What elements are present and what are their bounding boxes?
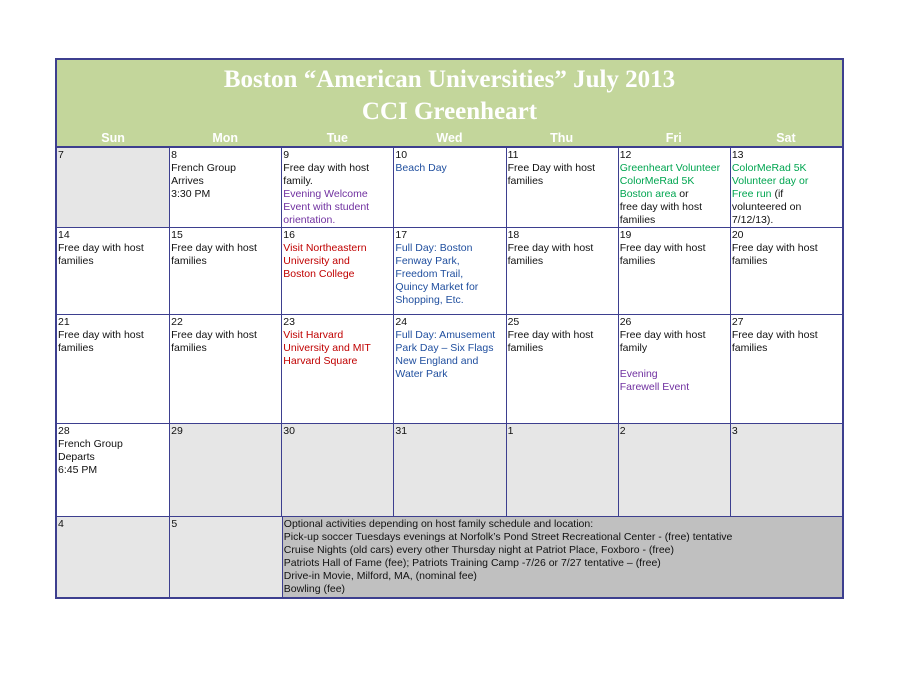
event-text: Evening Welcome bbox=[283, 188, 368, 200]
day-number: 2 bbox=[619, 425, 626, 437]
calendar-subtitle: CCI Greenheart bbox=[361, 98, 538, 125]
event-text: French Group bbox=[58, 438, 123, 450]
day-cell-24 bbox=[393, 315, 505, 423]
day-cell-27 bbox=[730, 315, 842, 423]
event-text: Event with student bbox=[283, 201, 370, 213]
optional-activities bbox=[282, 517, 842, 597]
week-row-2 bbox=[57, 227, 842, 314]
day-cell-aug-5 bbox=[169, 517, 281, 597]
day-number: 29 bbox=[171, 425, 183, 437]
day-number: 18 bbox=[507, 229, 520, 241]
day-cell-11 bbox=[506, 148, 618, 227]
event-text: Free day with host bbox=[507, 329, 594, 341]
day-number: 31 bbox=[395, 425, 408, 437]
day-number: 21 bbox=[58, 316, 70, 328]
day-number: 5 bbox=[171, 518, 178, 530]
event-text: Farewell Event bbox=[619, 381, 690, 393]
weekday-wed: Wed bbox=[436, 131, 463, 145]
event-text: Free day with host bbox=[731, 242, 818, 254]
event-text: families bbox=[171, 255, 207, 267]
day-cell-14 bbox=[57, 228, 169, 314]
event-text: Free run bbox=[731, 188, 772, 200]
event-text: families bbox=[507, 255, 544, 267]
week-row-1 bbox=[57, 147, 842, 227]
day-cell-18 bbox=[506, 228, 618, 314]
day-number: 1 bbox=[507, 425, 514, 437]
event-text: ColorMeRad 5K bbox=[619, 175, 695, 187]
event-text: families bbox=[619, 214, 656, 226]
calendar-title: Boston “American Universities” July 2013 bbox=[223, 66, 676, 93]
day-number: 19 bbox=[619, 229, 632, 241]
event-text: New England and bbox=[395, 355, 479, 367]
event-text: or bbox=[676, 188, 689, 200]
day-number: 17 bbox=[395, 229, 408, 241]
day-cell-9 bbox=[281, 148, 393, 227]
event-text: families bbox=[731, 342, 768, 354]
event-text: French Group bbox=[171, 162, 236, 174]
event-text: 3:30 PM bbox=[171, 188, 211, 200]
day-cell-25 bbox=[506, 315, 618, 423]
day-cell-23 bbox=[281, 315, 393, 423]
day-number: 23 bbox=[283, 316, 295, 328]
day-number: 13 bbox=[731, 149, 744, 161]
week-row-5 bbox=[57, 516, 842, 597]
day-cell-30 bbox=[281, 424, 393, 516]
event-text: Free Day with host bbox=[507, 162, 596, 174]
day-cell-19 bbox=[618, 228, 730, 314]
event-text: Park Day – Six Flags bbox=[395, 342, 494, 354]
optional-activity: Drive-in Movie, Milford, MA, (nominal fee) bbox=[283, 570, 477, 582]
week-row-4 bbox=[57, 423, 842, 516]
week-row-3 bbox=[57, 314, 842, 423]
event-text: Harvard Square bbox=[283, 355, 358, 367]
event-text: Evening bbox=[619, 368, 658, 380]
day-cell-7 bbox=[57, 148, 169, 227]
day-cell-13 bbox=[730, 148, 842, 227]
event-text: families bbox=[619, 255, 656, 267]
calendar-header bbox=[57, 60, 842, 147]
event-text: Free day with host bbox=[507, 242, 594, 254]
event-text: Free day with host bbox=[731, 329, 818, 341]
event-text: Departs bbox=[58, 451, 95, 463]
event-text: University and MIT bbox=[283, 342, 371, 354]
day-cell-26 bbox=[618, 315, 730, 423]
day-cell-21 bbox=[57, 315, 169, 423]
weekday-headers bbox=[57, 130, 842, 146]
day-cell-15 bbox=[169, 228, 281, 314]
day-cell-22 bbox=[169, 315, 281, 423]
day-number: 20 bbox=[731, 229, 744, 241]
day-cell-20 bbox=[730, 228, 842, 314]
weekday-sat: Sat bbox=[776, 131, 796, 145]
event-text: Visit Harvard bbox=[283, 329, 344, 341]
event-text: University and bbox=[283, 255, 350, 267]
day-number: 28 bbox=[58, 425, 70, 437]
event-text: Free day with host bbox=[171, 329, 257, 341]
event-text: Shopping, Etc. bbox=[395, 294, 464, 306]
day-cell-16 bbox=[281, 228, 393, 314]
day-cell-31 bbox=[393, 424, 505, 516]
event-text: Free day with host bbox=[58, 329, 144, 341]
event-text: Free day with host bbox=[619, 242, 706, 254]
day-number: 14 bbox=[58, 229, 70, 241]
event-text: ColorMeRad 5K bbox=[731, 162, 807, 174]
calendar bbox=[55, 58, 844, 599]
event-text: Water Park bbox=[395, 368, 448, 380]
event-text: Boston College bbox=[283, 268, 355, 280]
day-number: 3 bbox=[731, 425, 738, 437]
event-text: 6:45 PM bbox=[58, 464, 98, 476]
event-text: Free day with host bbox=[58, 242, 144, 254]
event-text: families bbox=[58, 255, 94, 267]
day-number: 30 bbox=[283, 425, 295, 437]
event-text: orientation. bbox=[283, 214, 336, 226]
event-text: Full Day: Amusement bbox=[395, 329, 496, 341]
event-text: families bbox=[731, 255, 768, 267]
day-cell-aug-3 bbox=[730, 424, 842, 516]
day-cell-29 bbox=[169, 424, 281, 516]
day-cell-12 bbox=[618, 148, 730, 227]
event-text: Boston area bbox=[619, 188, 677, 200]
weekday-mon: Mon bbox=[212, 131, 239, 145]
event-text: Quincy Market for bbox=[395, 281, 479, 293]
optional-activity: Pick-up soccer Tuesdays evenings at Norfolk’s Pond Street Recreational Center - (free) tentative bbox=[283, 531, 733, 543]
optional-activity: Bowling (fee) bbox=[283, 583, 346, 595]
event-text: Fenway Park, bbox=[395, 255, 460, 267]
day-number: 15 bbox=[171, 229, 183, 241]
day-number: 4 bbox=[58, 518, 64, 530]
event-text: families bbox=[507, 342, 544, 354]
day-number: 7 bbox=[58, 149, 64, 161]
day-number: 25 bbox=[507, 316, 520, 328]
day-number: 27 bbox=[731, 316, 744, 328]
event-text: free day with host bbox=[619, 201, 702, 213]
weekday-fri: Fri bbox=[665, 131, 682, 145]
event-text: Full Day: Boston bbox=[395, 242, 473, 254]
event-text: Free day with host bbox=[619, 329, 706, 341]
day-number: 12 bbox=[619, 149, 632, 161]
optional-activities-heading: Optional activities depending on host family schedule and location: bbox=[283, 518, 594, 530]
event-text: families bbox=[507, 175, 544, 187]
day-cell-8 bbox=[169, 148, 281, 227]
event-text: family bbox=[619, 342, 648, 354]
event-text: Free day with host bbox=[171, 242, 257, 254]
event-text: (if bbox=[771, 188, 784, 200]
day-number: 22 bbox=[171, 316, 183, 328]
day-cell-aug-2 bbox=[618, 424, 730, 516]
event-text: 7/12/13). bbox=[731, 214, 774, 226]
event-text: Visit Northeastern bbox=[283, 242, 367, 254]
event-text: families bbox=[58, 342, 94, 354]
weekday-tue: Tue bbox=[326, 131, 348, 145]
day-cell-aug-4 bbox=[57, 517, 169, 597]
day-number: 9 bbox=[283, 149, 290, 161]
day-number: 8 bbox=[171, 149, 177, 161]
day-cell-17 bbox=[393, 228, 505, 314]
weekday-thu: Thu bbox=[550, 131, 574, 145]
weekday-sun: Sun bbox=[101, 131, 125, 145]
event-text: Volunteer day or bbox=[731, 175, 809, 187]
day-cell-28 bbox=[57, 424, 169, 516]
event-text: Free day with host bbox=[283, 162, 370, 174]
event-text: Freedom Trail, bbox=[395, 268, 464, 280]
event-text: family. bbox=[283, 175, 313, 187]
optional-activity: Patriots Hall of Fame (fee); Patriots Training Camp -7/26 or 7/27 tentative – (free) bbox=[283, 557, 661, 569]
event-text: Beach Day bbox=[395, 162, 447, 174]
day-number: 10 bbox=[395, 149, 408, 161]
day-cell-aug-1 bbox=[506, 424, 618, 516]
optional-activity: Cruise Nights (old cars) every other Thursday night at Patriot Place, Foxboro - (free) bbox=[283, 544, 674, 556]
day-number: 26 bbox=[619, 316, 632, 328]
day-number: 11 bbox=[507, 149, 519, 161]
day-number: 24 bbox=[395, 316, 408, 328]
event-text: volunteered on bbox=[731, 201, 802, 213]
event-text: families bbox=[171, 342, 207, 354]
day-number: 16 bbox=[283, 229, 295, 241]
day-cell-10 bbox=[393, 148, 505, 227]
event-text: Arrives bbox=[171, 175, 204, 187]
event-text: Greenheart Volunteer bbox=[619, 162, 721, 174]
